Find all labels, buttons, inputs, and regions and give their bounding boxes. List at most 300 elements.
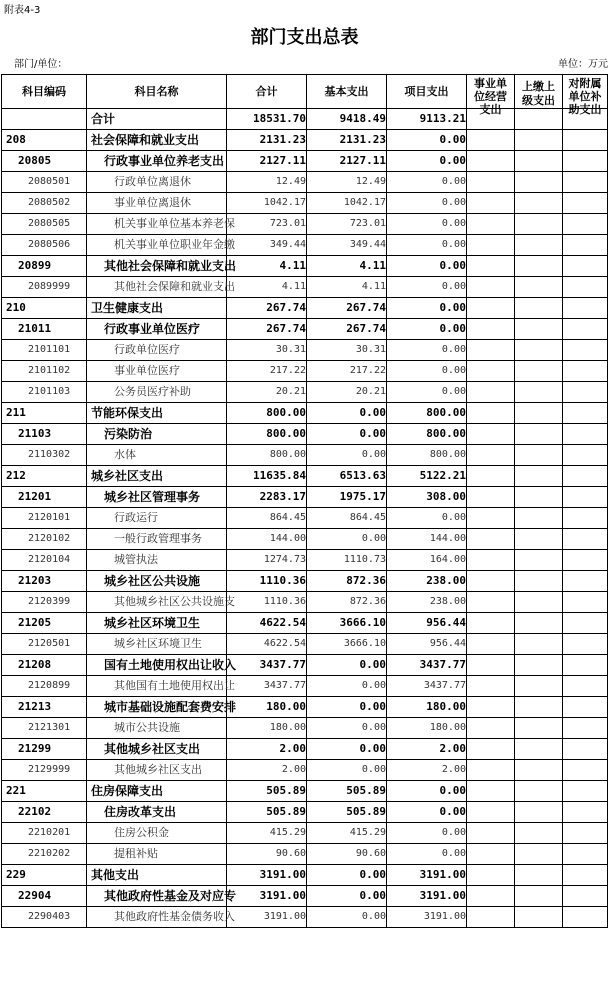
project-expenditure-cell: 2.00 [387,760,467,781]
project-expenditure-cell: 0.00 [387,151,467,172]
subsidy-expenditure-cell [563,214,608,235]
project-expenditure-cell: 3191.00 [387,907,467,928]
subsidy-expenditure-cell [563,151,608,172]
business-expenditure-cell [467,739,515,760]
table-row [2,235,608,256]
table-row [2,487,608,508]
remit-expenditure-cell [515,466,563,487]
basic-expenditure-cell: 3666.10 [307,613,387,634]
expenditure-table [1,74,608,928]
subject-code-cell: 2089999 [2,277,87,298]
total-cell: 2.00 [227,760,307,781]
business-expenditure-cell [467,634,515,655]
project-expenditure-cell: 0.00 [387,844,467,865]
header-remit-expenditure [515,75,563,109]
basic-expenditure-cell: 6513.63 [307,466,387,487]
subject-name-cell: 住房公积金 [87,823,227,844]
business-expenditure-cell [467,193,515,214]
business-expenditure-cell [467,907,515,928]
table-row [2,424,608,445]
subject-name-cell: 事业单位医疗 [87,361,227,382]
header-subject-code: 科目编码 [2,75,87,109]
basic-expenditure-cell: 4.11 [307,256,387,277]
subject-name-cell: 机关事业单位基本养老保 [87,214,227,235]
subsidy-expenditure-cell [563,340,608,361]
table-row [2,802,608,823]
total-cell: 1274.73 [227,550,307,571]
basic-expenditure-cell: 872.36 [307,571,387,592]
subject-code-cell: 21011 [2,319,87,340]
remit-expenditure-cell [515,739,563,760]
subject-name-cell: 其他城乡社区支出 [87,739,227,760]
subsidy-expenditure-cell [563,256,608,277]
subject-name-cell: 卫生健康支出 [87,298,227,319]
business-expenditure-cell [467,529,515,550]
subject-code-cell: 2129999 [2,760,87,781]
header-basic-expenditure: 基本支出 [307,75,387,109]
business-expenditure-cell [467,172,515,193]
basic-expenditure-cell: 0.00 [307,739,387,760]
table-row [2,403,608,424]
remit-expenditure-cell [515,844,563,865]
table-row [2,697,608,718]
project-expenditure-cell: 164.00 [387,550,467,571]
total-cell: 800.00 [227,403,307,424]
subject-code-cell: 2080502 [2,193,87,214]
total-cell: 4.11 [227,256,307,277]
remit-expenditure-cell [515,886,563,907]
subject-code-cell: 2210201 [2,823,87,844]
table-row [2,193,608,214]
project-expenditure-cell: 0.00 [387,340,467,361]
total-cell: 1042.17 [227,193,307,214]
table-header [2,75,608,116]
remit-expenditure-cell [515,508,563,529]
remit-expenditure-cell [515,634,563,655]
business-expenditure-cell [467,214,515,235]
subsidy-expenditure-cell [563,907,608,928]
project-expenditure-cell: 0.00 [387,319,467,340]
table-row [2,172,608,193]
business-expenditure-cell [467,487,515,508]
basic-expenditure-cell: 4.11 [307,277,387,298]
business-expenditure-cell [467,256,515,277]
remit-expenditure-cell [515,487,563,508]
remit-expenditure-cell [515,277,563,298]
business-expenditure-cell [467,676,515,697]
business-expenditure-cell [467,781,515,802]
table-row [2,508,608,529]
total-cell: 415.29 [227,823,307,844]
business-expenditure-cell [467,613,515,634]
subject-name-cell: 城市基础设施配套费安排 [87,697,227,718]
remit-expenditure-cell [515,340,563,361]
project-expenditure-cell: 800.00 [387,424,467,445]
subject-code-cell: 21205 [2,613,87,634]
subsidy-expenditure-cell [563,466,608,487]
total-cell: 180.00 [227,718,307,739]
total-cell: 1110.36 [227,571,307,592]
business-expenditure-cell [467,844,515,865]
subject-name-cell: 其他城乡社区支出 [87,760,227,781]
project-expenditure-cell: 144.00 [387,529,467,550]
total-cell: 4622.54 [227,634,307,655]
subsidy-expenditure-cell [563,592,608,613]
subject-code-cell: 211 [2,403,87,424]
subject-code-cell: 20899 [2,256,87,277]
header-total: 合计 [227,75,307,109]
project-expenditure-cell: 800.00 [387,403,467,424]
business-expenditure-cell [467,340,515,361]
total-cell: 11635.84 [227,466,307,487]
remit-expenditure-cell [515,655,563,676]
project-expenditure-cell: 238.00 [387,592,467,613]
subsidy-expenditure-cell [563,403,608,424]
total-cell: 723.01 [227,214,307,235]
subject-name-cell: 机关事业单位职业年金缴 [87,235,227,256]
subject-code-cell: 21213 [2,697,87,718]
total-cell: 505.89 [227,802,307,823]
business-expenditure-cell [467,550,515,571]
remit-expenditure-cell [515,382,563,403]
subject-code-cell: 2120101 [2,508,87,529]
subject-code-cell: 2101102 [2,361,87,382]
business-expenditure-cell [467,823,515,844]
table-row [2,214,608,235]
total-cell: 505.89 [227,781,307,802]
basic-expenditure-cell: 505.89 [307,802,387,823]
remit-expenditure-cell [515,151,563,172]
project-expenditure-cell: 0.00 [387,235,467,256]
business-expenditure-cell [467,319,515,340]
page-title: 部门支出总表 [250,27,359,48]
table-row [2,844,608,865]
subsidy-expenditure-cell [563,865,608,886]
business-expenditure-cell [467,382,515,403]
table-row [2,151,608,172]
project-expenditure-cell: 0.00 [387,802,467,823]
project-expenditure-cell: 0.00 [387,361,467,382]
subject-name-cell: 一般行政管理事务 [87,529,227,550]
project-expenditure-cell: 3191.00 [387,886,467,907]
table-row [2,550,608,571]
total-cell: 800.00 [227,445,307,466]
table-row [2,445,608,466]
subject-name-cell: 城乡社区环境卫生 [87,634,227,655]
project-expenditure-cell: 956.44 [387,613,467,634]
table-row [2,109,608,130]
remit-expenditure-cell [515,361,563,382]
header-project-expenditure: 项目支出 [387,75,467,109]
remit-expenditure-cell [515,550,563,571]
table-row [2,466,608,487]
total-cell: 144.00 [227,529,307,550]
basic-expenditure-cell: 0.00 [307,886,387,907]
business-expenditure-cell [467,130,515,151]
table-body [2,109,608,928]
subject-name-cell: 其他城乡社区公共设施支 [87,592,227,613]
basic-expenditure-cell: 415.29 [307,823,387,844]
total-cell: 267.74 [227,298,307,319]
table-row [2,676,608,697]
subsidy-expenditure-cell [563,571,608,592]
subject-code-cell: 208 [2,130,87,151]
subject-code-cell: 21208 [2,655,87,676]
subsidy-expenditure-cell [563,130,608,151]
total-cell: 30.31 [227,340,307,361]
subject-code-cell: 2121301 [2,718,87,739]
project-expenditure-cell: 0.00 [387,130,467,151]
subject-code-cell: 22102 [2,802,87,823]
subject-name-cell: 其他政府性基金及对应专 [87,886,227,907]
table-row [2,634,608,655]
basic-expenditure-cell: 0.00 [307,403,387,424]
table-row [2,865,608,886]
subject-code-cell: 2120102 [2,529,87,550]
basic-expenditure-cell: 505.89 [307,781,387,802]
project-expenditure-cell: 0.00 [387,823,467,844]
basic-expenditure-cell: 723.01 [307,214,387,235]
subject-name-cell: 行政单位离退休 [87,172,227,193]
total-cell: 3191.00 [227,907,307,928]
subject-name-cell: 城乡社区环境卫生 [87,613,227,634]
subject-name-cell: 节能环保支出 [87,403,227,424]
table-row [2,592,608,613]
table-row [2,130,608,151]
project-expenditure-cell: 0.00 [387,214,467,235]
total-cell: 4.11 [227,277,307,298]
project-expenditure-cell: 0.00 [387,256,467,277]
total-cell: 12.49 [227,172,307,193]
subject-code-cell: 2120104 [2,550,87,571]
basic-expenditure-cell: 20.21 [307,382,387,403]
remit-expenditure-cell [515,256,563,277]
subject-name-cell: 国有土地使用权出让收入 [87,655,227,676]
project-expenditure-cell: 180.00 [387,718,467,739]
total-cell: 3437.77 [227,676,307,697]
project-expenditure-cell: 0.00 [387,172,467,193]
subsidy-expenditure-cell [563,739,608,760]
department-label: 部门/单位： [14,59,68,70]
table-row [2,340,608,361]
basic-expenditure-cell: 12.49 [307,172,387,193]
total-cell: 3437.77 [227,655,307,676]
business-expenditure-cell [467,697,515,718]
subject-name-cell: 其他政府性基金债务收入 [87,907,227,928]
subject-name-cell: 城乡社区管理事务 [87,487,227,508]
subsidy-expenditure-cell [563,550,608,571]
basic-expenditure-cell: 3666.10 [307,634,387,655]
subject-name-cell: 城乡社区公共设施 [87,571,227,592]
basic-expenditure-cell: 0.00 [307,718,387,739]
business-expenditure-cell [467,424,515,445]
subsidy-expenditure-cell [563,319,608,340]
basic-expenditure-cell: 872.36 [307,592,387,613]
header-business-expenditure-label: 事业单位经营支出 [474,77,507,116]
remit-expenditure-cell [515,130,563,151]
subsidy-expenditure-cell [563,613,608,634]
remit-expenditure-cell [515,109,563,130]
subject-name-cell: 城管执法 [87,550,227,571]
subject-code-cell: 2101101 [2,340,87,361]
subject-code-cell: 2210202 [2,844,87,865]
subsidy-expenditure-cell [563,172,608,193]
basic-expenditure-cell: 267.74 [307,298,387,319]
subsidy-expenditure-cell [563,529,608,550]
subject-name-cell: 水体 [87,445,227,466]
business-expenditure-cell [467,151,515,172]
subject-code-cell: 2080501 [2,172,87,193]
subject-code-cell: 21203 [2,571,87,592]
remit-expenditure-cell [515,907,563,928]
remit-expenditure-cell [515,760,563,781]
business-expenditure-cell [467,886,515,907]
basic-expenditure-cell: 1042.17 [307,193,387,214]
total-cell: 1110.36 [227,592,307,613]
subject-code-cell: 2080506 [2,235,87,256]
subject-code-cell: 22904 [2,886,87,907]
basic-expenditure-cell: 0.00 [307,697,387,718]
business-expenditure-cell [467,235,515,256]
basic-expenditure-cell: 0.00 [307,676,387,697]
business-expenditure-cell [467,655,515,676]
subject-name-cell: 其他支出 [87,865,227,886]
project-expenditure-cell: 0.00 [387,193,467,214]
project-expenditure-cell: 2.00 [387,739,467,760]
total-cell: 2283.17 [227,487,307,508]
subject-name-cell: 公务员医疗补助 [87,382,227,403]
subject-name-cell: 住房保障支出 [87,781,227,802]
subject-code-cell: 2120501 [2,634,87,655]
total-cell: 18531.70 [227,109,307,130]
remit-expenditure-cell [515,403,563,424]
header-remit-expenditure-label: 上缴上级支出 [522,80,555,107]
table-row [2,739,608,760]
basic-expenditure-cell: 1110.73 [307,550,387,571]
subsidy-expenditure-cell [563,445,608,466]
remit-expenditure-cell [515,214,563,235]
table-row [2,823,608,844]
table-row [2,256,608,277]
subject-name-cell: 其他社会保障和就业支出 [87,277,227,298]
table-row [2,361,608,382]
business-expenditure-cell [467,298,515,319]
table-row [2,718,608,739]
project-expenditure-cell: 956.44 [387,634,467,655]
subsidy-expenditure-cell [563,634,608,655]
basic-expenditure-cell: 217.22 [307,361,387,382]
project-expenditure-cell: 5122.21 [387,466,467,487]
total-cell: 217.22 [227,361,307,382]
business-expenditure-cell [467,466,515,487]
subject-name-cell: 行政运行 [87,508,227,529]
subsidy-expenditure-cell [563,508,608,529]
remit-expenditure-cell [515,571,563,592]
table-row [2,277,608,298]
subsidy-expenditure-cell [563,802,608,823]
subsidy-expenditure-cell [563,487,608,508]
basic-expenditure-cell: 0.00 [307,865,387,886]
subject-name-cell: 合计 [87,109,227,130]
subject-code-cell: 2120899 [2,676,87,697]
basic-expenditure-cell: 0.00 [307,445,387,466]
total-cell: 267.74 [227,319,307,340]
basic-expenditure-cell: 2131.23 [307,130,387,151]
annex-number: 附表4-3 [4,5,41,16]
header-subsidy-expenditure [563,75,608,116]
project-expenditure-cell: 238.00 [387,571,467,592]
subsidy-expenditure-cell [563,235,608,256]
business-expenditure-cell [467,865,515,886]
total-cell: 2131.23 [227,130,307,151]
subject-name-cell: 行政事业单位养老支出 [87,151,227,172]
business-expenditure-cell [467,508,515,529]
subject-name-cell: 其他社会保障和就业支出 [87,256,227,277]
subject-code-cell: 21299 [2,739,87,760]
remit-expenditure-cell [515,613,563,634]
basic-expenditure-cell: 0.00 [307,760,387,781]
table-row [2,529,608,550]
table-row [2,781,608,802]
header-business-expenditure [467,75,515,116]
basic-expenditure-cell: 0.00 [307,529,387,550]
basic-expenditure-cell: 1975.17 [307,487,387,508]
business-expenditure-cell [467,361,515,382]
subject-code-cell: 221 [2,781,87,802]
subsidy-expenditure-cell [563,718,608,739]
project-expenditure-cell: 308.00 [387,487,467,508]
subsidy-expenditure-cell [563,277,608,298]
subject-code-cell: 2110302 [2,445,87,466]
subsidy-expenditure-cell [563,424,608,445]
subsidy-expenditure-cell [563,676,608,697]
subject-name-cell: 城市公共设施 [87,718,227,739]
subsidy-expenditure-cell [563,781,608,802]
business-expenditure-cell [467,445,515,466]
subsidy-expenditure-cell [563,193,608,214]
project-expenditure-cell: 9113.21 [387,109,467,130]
remit-expenditure-cell [515,235,563,256]
business-expenditure-cell [467,718,515,739]
subsidy-expenditure-cell [563,886,608,907]
remit-expenditure-cell [515,424,563,445]
subject-code-cell: 21201 [2,487,87,508]
unit-label: 单位：万元 [558,59,608,70]
subject-code-cell: 229 [2,865,87,886]
remit-expenditure-cell [515,172,563,193]
basic-expenditure-cell: 0.00 [307,424,387,445]
remit-expenditure-cell [515,718,563,739]
remit-expenditure-cell [515,823,563,844]
basic-expenditure-cell: 90.60 [307,844,387,865]
table-row [2,298,608,319]
remit-expenditure-cell [515,193,563,214]
business-expenditure-cell [467,403,515,424]
remit-expenditure-cell [515,781,563,802]
business-expenditure-cell [467,277,515,298]
table-row [2,886,608,907]
project-expenditure-cell: 800.00 [387,445,467,466]
subsidy-expenditure-cell [563,298,608,319]
project-expenditure-cell: 180.00 [387,697,467,718]
subject-code-cell: 2101103 [2,382,87,403]
basic-expenditure-cell: 267.74 [307,319,387,340]
subject-name-cell: 提租补贴 [87,844,227,865]
remit-expenditure-cell [515,529,563,550]
subsidy-expenditure-cell [563,697,608,718]
remit-expenditure-cell [515,676,563,697]
subject-code-cell: 2080505 [2,214,87,235]
